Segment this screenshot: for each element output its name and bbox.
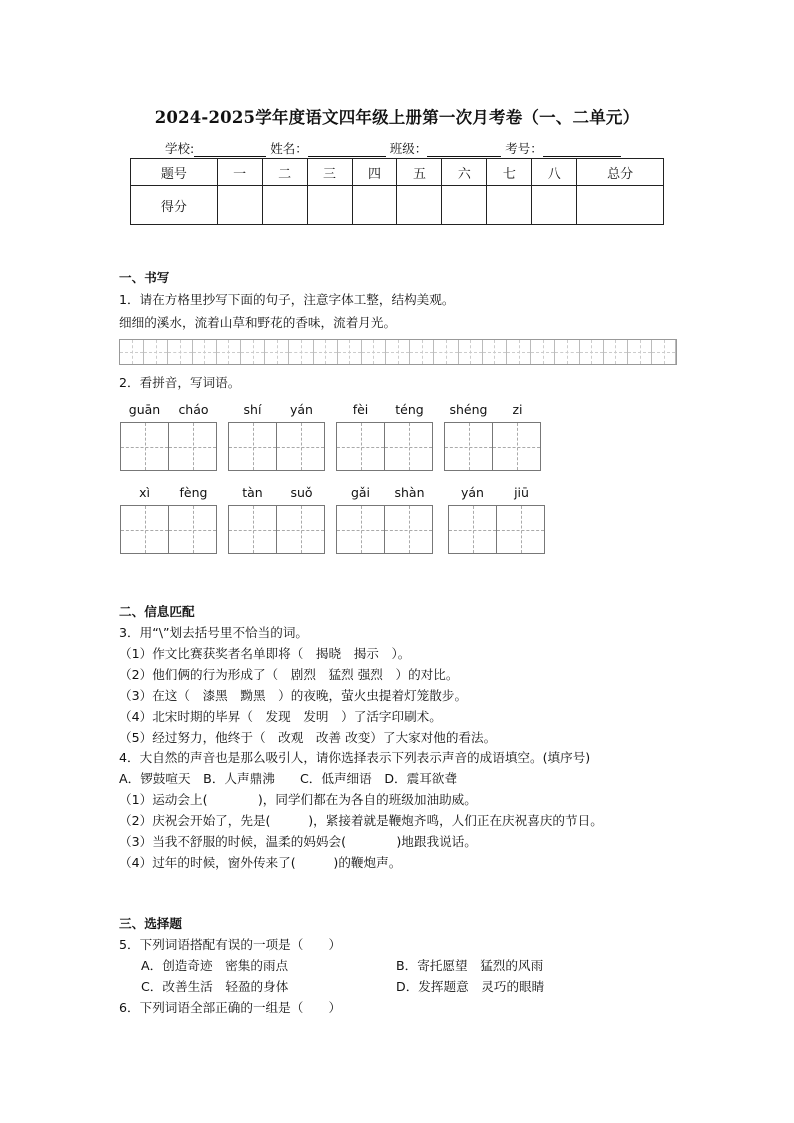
question-3-item: （5）经过努力，他终于（ 改观 改善 改变）了大家对他的看法。 — [119, 730, 497, 745]
pinyin-word-8 — [448, 485, 546, 554]
pinyin-syllable: zi — [512, 402, 523, 417]
question-4-item: （3）当我不舒服的时候，温柔的妈妈会( )地跟我说话。 — [119, 834, 477, 849]
tian-zi-box[interactable] — [384, 422, 433, 471]
pinyin-syllable: yán — [461, 485, 484, 500]
pinyin-word-6 — [228, 485, 326, 554]
pinyin-syllable: fèng — [179, 485, 208, 500]
writing-grid-cell[interactable] — [507, 340, 531, 364]
class-field[interactable] — [427, 143, 501, 157]
score-cell[interactable] — [487, 186, 532, 225]
tian-zi-box[interactable] — [168, 422, 217, 471]
student-info-line — [165, 139, 621, 157]
score-row-label: 得分 — [131, 186, 218, 225]
pinyin-syllable: shàn — [394, 485, 425, 500]
question-1-sentence: 细细的溪水，流着山草和野花的香味，流着月光。 — [119, 315, 397, 330]
writing-grid-cell[interactable] — [580, 340, 604, 364]
question-3-item: （2）他们俩的行为形成了（ 剧烈 猛烈 强烈 ）的对比。 — [119, 667, 459, 682]
class-label: 班级： — [389, 141, 428, 156]
pinyin-syllable: cháo — [178, 402, 209, 417]
exam-number-label: 考号： — [505, 141, 543, 156]
question-1: 1．请在方格里抄写下面的句子，注意字体工整，结构美观。 — [119, 292, 455, 307]
writing-grid-cell[interactable] — [628, 340, 652, 364]
writing-grid-cell[interactable] — [410, 340, 434, 364]
pinyin-syllable: yán — [290, 402, 313, 417]
tian-zi-box[interactable] — [120, 505, 169, 554]
pinyin-word-1 — [120, 402, 218, 471]
school-field[interactable] — [194, 143, 266, 157]
score-cell[interactable] — [262, 186, 307, 225]
pinyin-syllable: guān — [128, 402, 161, 417]
writing-grid-cell[interactable] — [531, 340, 555, 364]
name-label: 姓名： — [270, 141, 308, 156]
section-heading-matching: 二、信息匹配 — [119, 604, 195, 619]
question-5-option-d: D．发挥题意 灵巧的眼睛 — [396, 979, 545, 994]
tian-zi-box[interactable] — [448, 505, 497, 554]
score-cell[interactable] — [352, 186, 397, 225]
pinyin-word-5 — [120, 485, 218, 554]
writing-grid-cell[interactable] — [168, 340, 192, 364]
pinyin-word-2 — [228, 402, 326, 471]
writing-grid-cell[interactable] — [144, 340, 168, 364]
score-cell[interactable] — [442, 186, 487, 225]
score-cell[interactable] — [217, 186, 262, 225]
tian-zi-box[interactable] — [492, 422, 541, 471]
writing-grid-cell[interactable] — [386, 340, 410, 364]
pinyin-syllable: fèi — [352, 402, 369, 417]
score-cell[interactable] — [307, 186, 352, 225]
writing-grid-cell[interactable] — [555, 340, 579, 364]
question-3-item: （4）北宋时期的毕昇（ 发现 发明 ）了活字印刷术。 — [119, 709, 442, 724]
score-header-cell: 五 — [397, 159, 442, 186]
tian-zi-box[interactable] — [276, 505, 325, 554]
score-header-cell: 八 — [532, 159, 577, 186]
section-heading-writing: 一、书写 — [119, 270, 170, 285]
pinyin-syllable: téng — [395, 402, 424, 417]
question-5-option-a: A．创造奇迹 密集的雨点 — [141, 958, 289, 973]
tian-zi-box[interactable] — [228, 422, 277, 471]
writing-grid-cell[interactable] — [483, 340, 507, 364]
score-table — [130, 158, 664, 225]
tian-zi-box[interactable] — [276, 422, 325, 471]
writing-grid-cell[interactable] — [604, 340, 628, 364]
pinyin-syllable: suǒ — [290, 485, 313, 500]
pinyin-word-7 — [336, 485, 434, 554]
score-cell[interactable] — [532, 186, 577, 225]
tian-zi-box[interactable] — [228, 505, 277, 554]
pinyin-syllable: jiū — [514, 485, 529, 500]
score-header-cell: 六 — [442, 159, 487, 186]
writing-grid-cell[interactable] — [362, 340, 386, 364]
tian-zi-box[interactable] — [496, 505, 545, 554]
writing-grid-cell[interactable] — [652, 340, 676, 364]
writing-grid-cell[interactable] — [120, 340, 144, 364]
question-2: 2．看拼音，写词语。 — [119, 375, 241, 390]
writing-grid-cell[interactable] — [314, 340, 338, 364]
question-4-item: （2）庆祝会开始了，先是( )，紧接着就是鞭炮齐鸣，人们正在庆祝喜庆的节日。 — [119, 813, 603, 828]
question-5: 5．下列词语搭配有误的一项是（ ） — [119, 937, 342, 952]
score-header-cell: 七 — [487, 159, 532, 186]
tian-zi-box[interactable] — [336, 505, 385, 554]
score-header-cell: 总分 — [577, 159, 664, 186]
exam-number-field[interactable] — [543, 143, 621, 157]
writing-grid-cell[interactable] — [217, 340, 241, 364]
pinyin-syllable: shí — [243, 402, 262, 417]
question-3-item: （3）在这（ 漆黑 黝黑 ）的夜晚，萤火虫提着灯笼散步。 — [119, 688, 468, 703]
score-cell[interactable] — [397, 186, 442, 225]
score-header-cell: 题号 — [131, 159, 218, 186]
score-cell[interactable] — [577, 186, 664, 225]
name-field[interactable] — [308, 143, 386, 157]
question-5-option-b: B．寄托愿望 猛烈的风雨 — [396, 958, 544, 973]
tian-zi-box[interactable] — [120, 422, 169, 471]
question-4-item: （4）过年的时候，窗外传来了( )的鞭炮声。 — [119, 855, 402, 870]
copy-writing-grid[interactable] — [119, 339, 677, 365]
tian-zi-box[interactable] — [168, 505, 217, 554]
exam-title: 2024-2025学年度语文四年级上册第一次月考卷（一、二单元） — [154, 108, 640, 127]
section-heading-choice: 三、选择题 — [119, 916, 182, 931]
score-table-score-row — [131, 186, 664, 225]
score-header-cell: 二 — [262, 159, 307, 186]
score-header-cell: 一 — [217, 159, 262, 186]
school-label: 学校: — [165, 141, 195, 156]
writing-grid-cell[interactable] — [289, 340, 313, 364]
tian-zi-box[interactable] — [384, 505, 433, 554]
writing-grid-cell[interactable] — [434, 340, 458, 364]
tian-zi-box[interactable] — [444, 422, 493, 471]
score-table-header-row — [131, 159, 664, 186]
question-3: 3．用“\”划去括号里不恰当的词。 — [119, 625, 309, 640]
question-5-option-c: C．改善生活 轻盈的身体 — [141, 979, 289, 994]
pinyin-syllable: gǎi — [350, 485, 371, 500]
question-4-options: A．锣鼓喧天 B．人声鼎沸 C．低声细语 D．震耳欲聋 — [119, 771, 457, 786]
writing-grid-cell[interactable] — [265, 340, 289, 364]
question-4: 4．大自然的声音也是那么吸引人，请你选择表示下列表示声音的成语填空。(填序号) — [119, 750, 591, 765]
score-header-cell: 四 — [352, 159, 397, 186]
score-header-cell: 三 — [307, 159, 352, 186]
question-4-item: （1）运动会上( )，同学们都在为各自的班级加油助威。 — [119, 792, 477, 807]
writing-grid-cell[interactable] — [193, 340, 217, 364]
pinyin-word-3 — [336, 402, 434, 471]
tian-zi-box[interactable] — [336, 422, 385, 471]
pinyin-word-4 — [444, 402, 542, 471]
writing-grid-cell[interactable] — [241, 340, 265, 364]
writing-grid-cell[interactable] — [459, 340, 483, 364]
question-6: 6．下列词语全部正确的一组是（ ） — [119, 1000, 342, 1015]
pinyin-syllable: shéng — [449, 402, 488, 417]
pinyin-syllable: xì — [139, 485, 150, 500]
question-3-item: （1）作文比赛获奖者名单即将（ 揭晓 揭示 ）。 — [119, 646, 411, 661]
writing-grid-cell[interactable] — [338, 340, 362, 364]
pinyin-syllable: tàn — [242, 485, 263, 500]
